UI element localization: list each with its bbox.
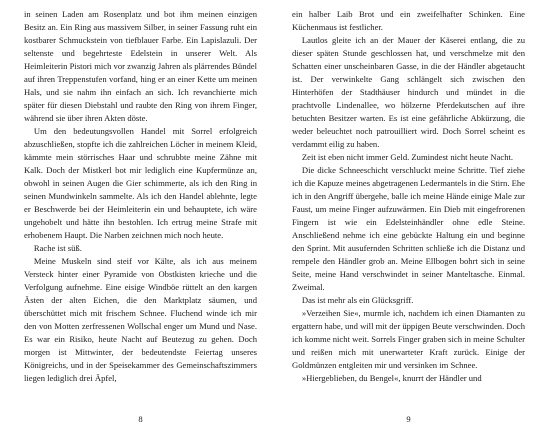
left-page <box>24 8 257 430</box>
page-number: 8 <box>138 414 143 424</box>
paragraph: Rache ist süß. <box>33 243 82 253</box>
paragraph: in seinen Laden am Rosenplatz und bot ihm meinen einzigen Besitz an. Ein Ring aus massivem Silber, in seiner Fassung ruht ein kostbarer Schmuckstein von tiefblauer Farbe. Ein Lapislazuli. Der seltenste und begehrteste Edelstein in unserer Welt. Als Heimleiterin Pistori mich vor zwanzig Jahren als plärrendes Bündel auf ihren Treppenstufen vorfand, hing er an einer Kette um meinen Hals, und sie nahm ihn einfach an sich. Ich revanchierte mich später für diesen Diebstahl und raubte den Ring von ihrem Finger, während sie über ihren Akten döste. <box>24 9 257 123</box>
paragraph: Um den bedeutungsvollen Handel mit Sorrel erfolgreich abzuschließen, stopfte ich die zahlreichen Löcher in meinem Kleid, kämmte mein störrisches Haar und schrubbte meine Zähne mit Kalk. Doch der Mistkerl bot mir lediglich eine Kupfermünze an, obwohl in seinen Augen die Gier schimmerte, als ich den Ring in seinen Mundwinkeln sammelte. Als ich den Handel ablehnte, legte er Beschwerde bei der Heimleiterin ein und behauptete, ich wäre ungehobelt und hätte ihn bestohlen. Ich ertrug meine Strafe mit erhobenem Haupt. Die Narben zeichnen mich noch heute. <box>24 126 257 240</box>
left-page-text <box>24 8 257 385</box>
page-number: 9 <box>406 414 411 424</box>
paragraph: »Verzeihen Sie«, murmle ich, nachdem ich einen Diamanten zu ergattern habe, und will mit der üppigen Beute verschwinden. Doch ich komme nicht weit. Sorrels Finger graben sich in meine Schulter und reißen mich mit unerwarteter Kraft zurück. Einige der Goldmünzen entgleiten mir und versinken im Schnee. <box>292 308 526 370</box>
paragraph: Meine Muskeln sind steif vor Kälte, als ich aus meinem Versteck hinter einer Pyramide von Obstkisten krieche und die Verfolgung aufnehme. Eine eisige Windböe rüttelt an den kargen Ästen der alten Eichen, die den Marktplatz säumen, und überschüttet mich mit frischem Schnee. Fluchend winde ich mir den von Motten zerfressenen Wollschal enger um Mund und Nase. Es war ein Risiko, heute Nacht auf Beutezug zu gehen. Doch morgen ist Mittwinter, der bedeutendste Feiertag unseres Königreichs, und in der Speisekammer des Gemeinschaftszimmers liegen lediglich drei Äpfel, <box>24 256 257 383</box>
paragraph: Zeit ist eben nicht immer Geld. Zumindest nicht heute Nacht. <box>301 152 514 162</box>
paragraph: Lautlos gleite ich an der Mauer der Käserei entlang, die zu dieser späten Stunde geschlossen hat, und verschmelze mit den Schatten einer unscheinbaren Gasse, in die der Händler abgetaucht ist. Der verwinkelte Gang schlängelt sich zwischen den Hinterhöfen der Stadthäuser hindurch und mündet in die prachtvolle Lindenallee, wo hölzerne Pferdekutschen auf ihre betuchten Besitzer warten. Es ist eine gefährliche Abkürzung, die weder beleuchtet noch patrouilliert wird. Doch Sorrel scheint es verdammt eilig zu haben. <box>292 35 525 149</box>
paragraph: Die dicke Schneeschicht verschluckt meine Schritte. Tief ziehe ich die Kapuze meines abgetragenen Ledermantels in die Stirn. Ehe ich in den Angriff übergehe, balle ich meine Hände einige Male zur Faust, um meine Finger aufzuwärmen. Ein Dieb mit eingefrorenen Fingern ist wie ein Edelsteinhändler ohne edle Steine. Anschließend nehme ich eine gebückte Haltung ein und beginne den Sprint. Mit ausufernden Schritten schließe ich die Distanz und rempele den Händler grob an. Meine Ellbogen bohrt sich in seine Seite, meine Hand verschwindet in seiner Manteltasche. Einmal. Zweimal. <box>292 165 525 292</box>
right-page-text <box>292 8 525 385</box>
paragraph: »Hiergeblieben, du Bengel«, knurrt der Händler und <box>301 373 482 383</box>
paragraph: Das ist mehr als ein Glücksgriff. <box>301 295 414 305</box>
right-page <box>292 8 525 430</box>
paragraph: ein halber Laib Brot und ein zweifelhafter Schinken. Eine Küchenmaus ist festlicher. <box>292 9 525 32</box>
